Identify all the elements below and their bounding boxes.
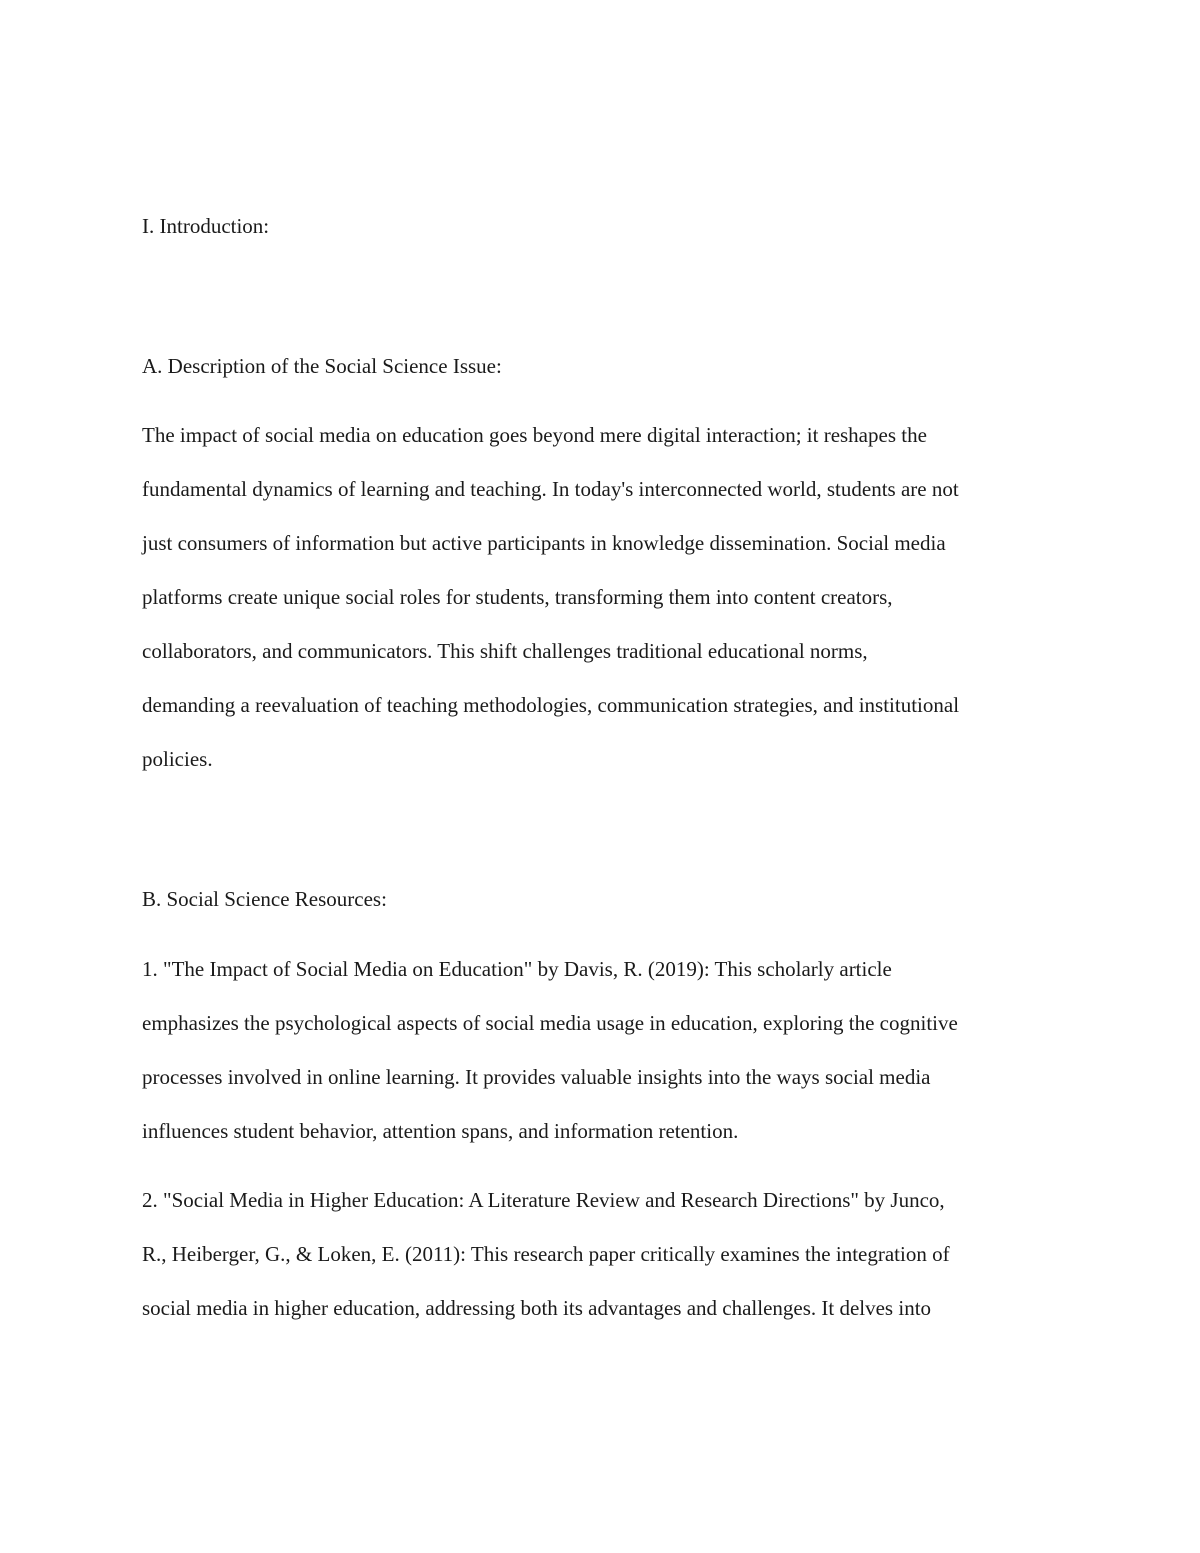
- resource-1-line: influences student behavior, attention spans, and information retention.: [142, 1119, 739, 1143]
- resource-2-line: R., Heiberger, G., & Loken, E. (2011): This research paper critically examines the integration of: [142, 1242, 950, 1266]
- section-a-paragraph-line: demanding a reevaluation of teaching methodologies, communication strategies, and institutional: [142, 693, 960, 717]
- section-a-paragraph-line: collaborators, and communicators. This shift challenges traditional educational norms,: [142, 639, 868, 663]
- resource-1-line: processes involved in online learning. It provides valuable insights into the ways social media: [142, 1065, 931, 1089]
- section-a-heading: A. Description of the Social Science Issue:: [142, 354, 502, 378]
- section-b-heading: B. Social Science Resources:: [142, 887, 387, 911]
- introduction-heading: I. Introduction:: [142, 214, 270, 238]
- resource-2-line: social media in higher education, addressing both its advantages and challenges. It delves into: [142, 1296, 932, 1320]
- section-a-paragraph-line: just consumers of information but active participants in knowledge dissemination. Social media: [142, 531, 946, 555]
- resource-1-line: 1. "The Impact of Social Media on Education" by Davis, R. (2019): This scholarly article: [142, 957, 892, 981]
- section-a-paragraph-line: fundamental dynamics of learning and teaching. In today's interconnected world, students are not: [142, 477, 959, 501]
- resource-1-line: emphasizes the psychological aspects of social media usage in education, exploring the cognitive: [142, 1011, 958, 1035]
- resource-2-line: 2. "Social Media in Higher Education: A Literature Review and Research Directions" by Junco,: [142, 1188, 945, 1212]
- section-a-paragraph-line: The impact of social media on education goes beyond mere digital interaction; it reshapes the: [142, 423, 927, 447]
- section-a-paragraph-line: policies.: [142, 747, 213, 771]
- section-a-paragraph-line: platforms create unique social roles for students, transforming them into content creators,: [142, 585, 893, 609]
